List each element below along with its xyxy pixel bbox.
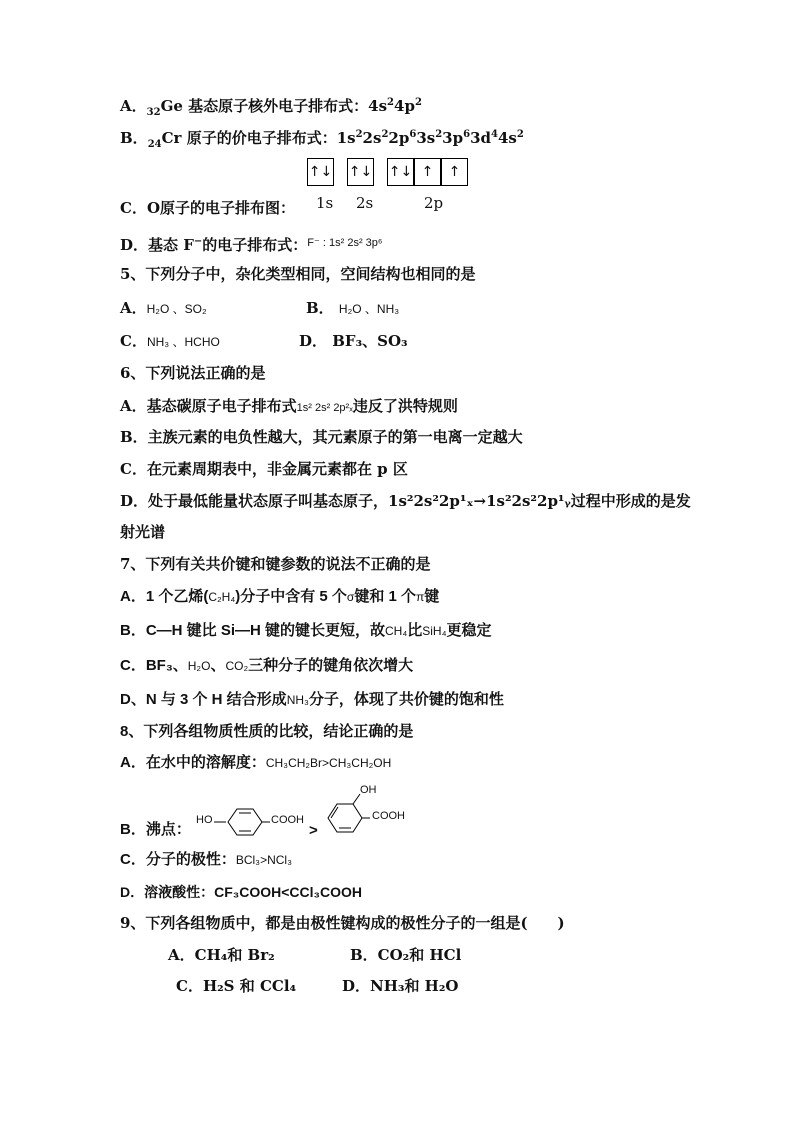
- q7-option-b: B．C—H 键比 Si—H 键的键长更短，故CH₄比SiH₄更稳定: [120, 622, 492, 639]
- orbital-box-2p-3: ↑: [441, 158, 468, 186]
- q9-option-b: B．CO₂和 HCl: [350, 946, 462, 964]
- orbital-box-2s: ↑↓: [347, 158, 374, 186]
- q7-option-a: A．1 个乙烯(C₂H₄)分子中含有 5 个σ键和 1 个π键: [120, 588, 440, 605]
- q7-option-d: D、N 与 3 个 H 结合形成NH₃分子，体现了共价键的饱和性: [120, 691, 504, 708]
- q8-option-a: A．在水中的溶解度：CH₃CH₂Br>CH₃CH₂OH: [120, 754, 392, 771]
- q6-stem: 6、下列说法正确的是: [120, 364, 266, 382]
- q7-option-c: C．BF₃、H₂O、CO₂三种分子的键角依次增大: [120, 657, 414, 674]
- q5-option-b: B． H₂O 、NH₃: [306, 299, 400, 317]
- q5-option-d: D． BF₃、SO₃: [299, 332, 408, 350]
- q9-stem: 9、下列各组物质中，都是由极性键构成的极性分子的一组是( ): [120, 914, 565, 932]
- q5-option-c: C．NH₃ 、HCHO: [120, 332, 220, 350]
- q4-option-c: C．O原子的电子排布图：: [120, 199, 296, 217]
- q8-option-c: C．分子的极性：BCl₃>NCl₃: [120, 851, 292, 868]
- q6-option-d-line1: D．处于最低能量状态原子叫基态原子，1s²2s²2p¹ₓ→1s²2s²2p¹ᵧ过程中形成的是发: [120, 492, 691, 510]
- q6-option-b: B．主族元素的电负性越大，其元素原子的第一电离一定越大: [120, 428, 523, 446]
- para-hydroxybenzoic-acid-structure: HO COOH: [196, 800, 306, 844]
- q6-option-d-line2: 射光谱: [120, 523, 166, 541]
- orbital-label-2p: 2p: [424, 194, 444, 212]
- q4-option-b: B．$_{24}$Cr 原子的价电子排布式：$1s^22s^22p^63s^23p^63d^44s^2$: [120, 129, 524, 150]
- q4-option-d: D．基态 F−的电子排布式：$^{F^- : 1s^2 2s^2 3p^6}$: [120, 236, 383, 254]
- q7-stem: 7、下列有关共价键和键参数的说法不正确的是: [120, 555, 431, 573]
- q6-option-a: A．基态碳原子电子排布式1s² 2s² 2p²ₓ违反了洪特规则: [120, 397, 458, 415]
- q8-stem: 8、下列各组物质性质的比较，结论正确的是: [120, 723, 414, 740]
- q8-option-b-label: B．沸点：: [120, 821, 191, 838]
- q5-stem: 5、下列分子中，杂化类型相同，空间结构也相同的是: [120, 265, 476, 283]
- orbital-box-2p-1: ↑↓: [387, 158, 414, 186]
- q6-option-c: C．在元素周期表中，非金属元素都在 p 区: [120, 460, 408, 478]
- q5-option-a: A．H₂O 、SO₂: [120, 299, 207, 317]
- q9-option-d: D．NH₃和 H₂O: [342, 977, 459, 995]
- orbital-box-1s: ↑↓: [307, 158, 334, 186]
- orbital-label-1s: 1s: [316, 194, 334, 212]
- orbital-label-2s: 2s: [356, 194, 374, 212]
- q4-option-a: A．$_{32}$Ge 基态原子核外电子排布式：$4s^24p^2$: [120, 97, 422, 118]
- orbital-box-2p-2: ↑: [414, 158, 441, 186]
- q9-option-c: C．H₂S 和 CCl₄: [176, 977, 297, 995]
- ortho-hydroxybenzoic-acid-structure: OH COOH: [322, 784, 422, 840]
- q8-option-d: D．溶液酸性：CF₃COOH<CCl₃COOH: [120, 884, 363, 900]
- q9-option-a: A．CH₄和 Br₂: [168, 946, 275, 964]
